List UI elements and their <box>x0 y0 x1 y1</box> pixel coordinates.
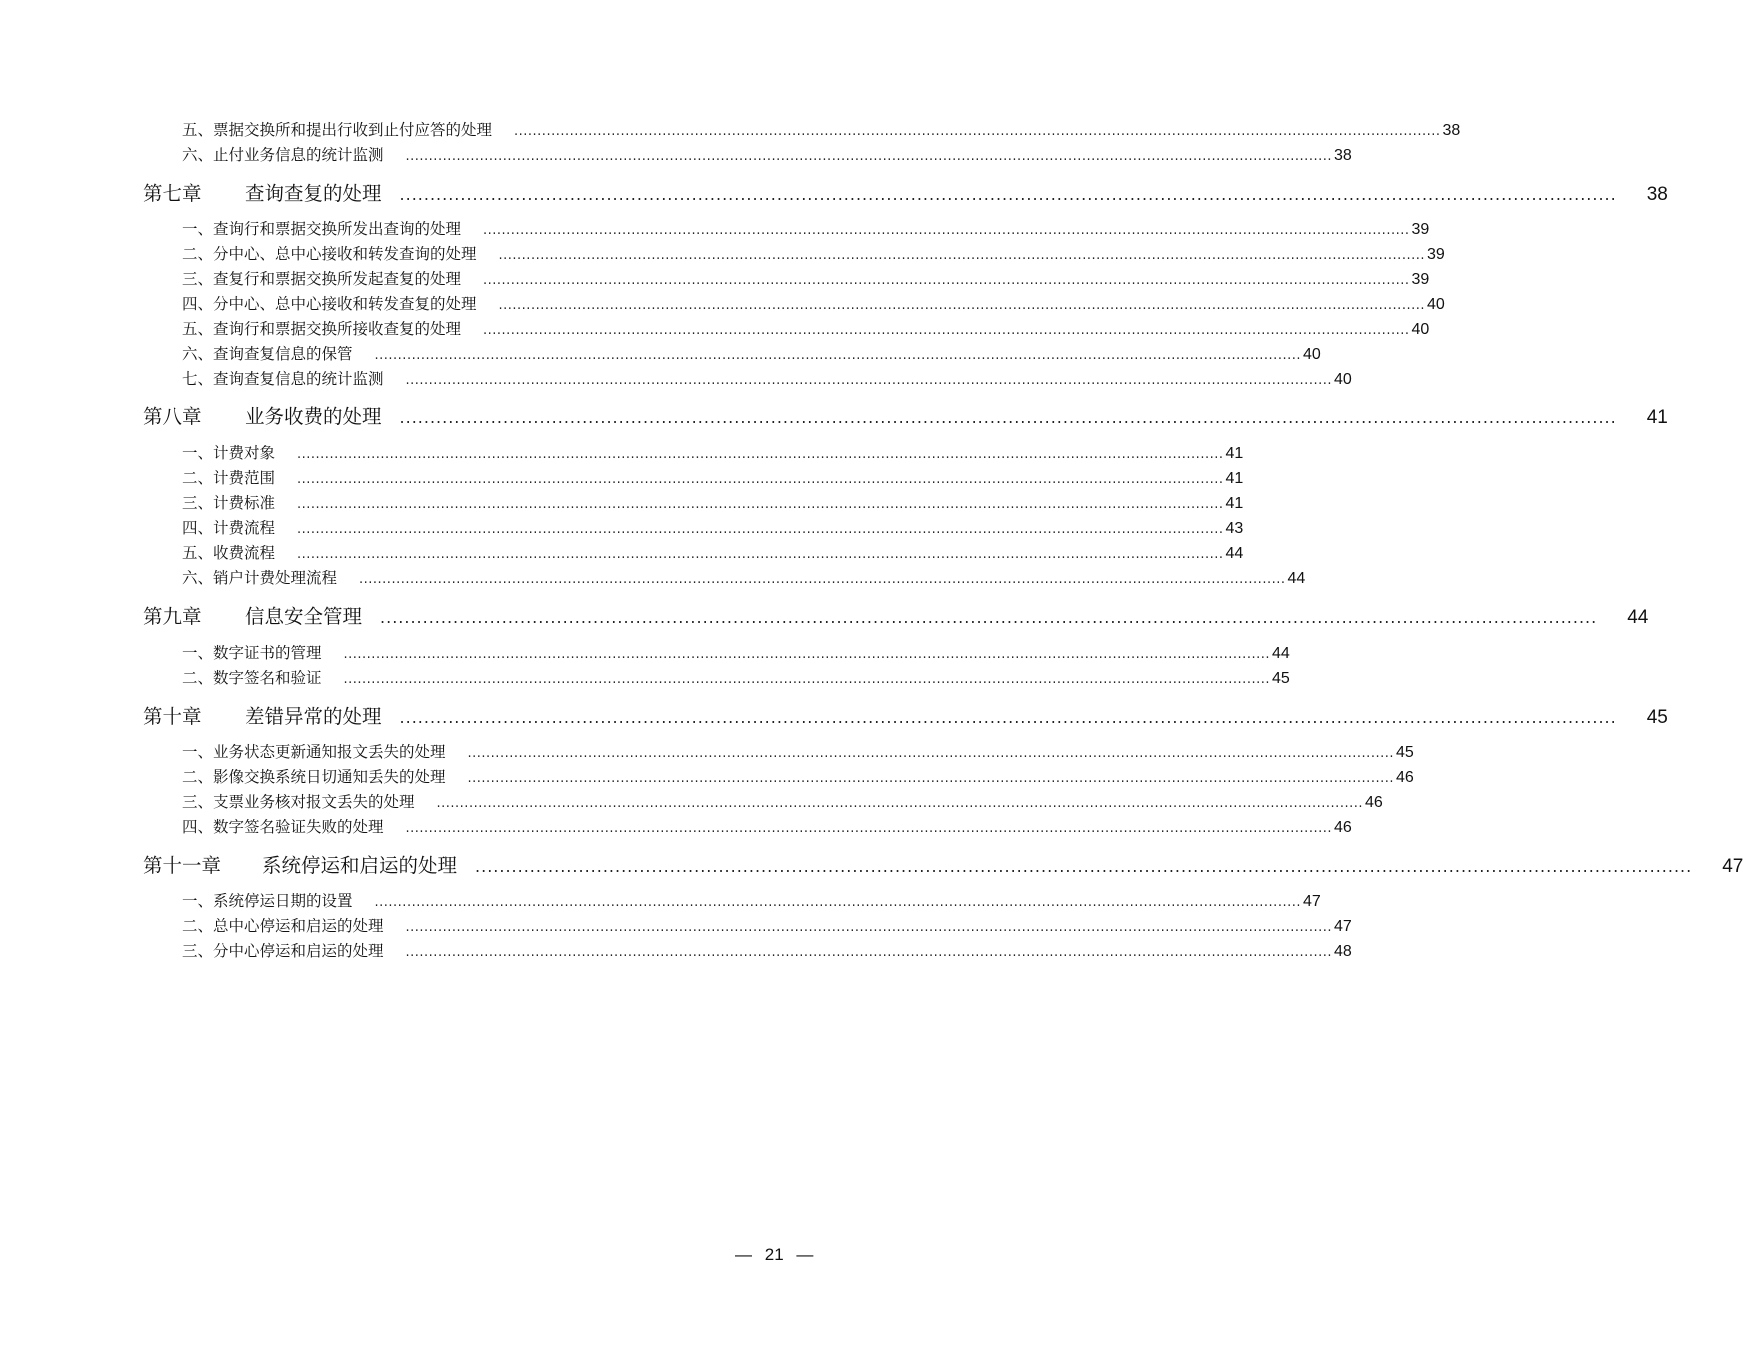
toc-section-row[interactable] <box>182 815 1352 837</box>
leader-dots: ........................................................................................................................................................................................................ <box>498 248 1425 263</box>
page-number: 40 <box>1333 371 1352 388</box>
leader-dots: ........................................................................................................................................................................................................ <box>475 857 1693 876</box>
leader-dots: ........................................................................................................................................................................................................ <box>374 895 1301 910</box>
chapter-number: 第七章 <box>143 182 202 205</box>
chapter-title: 信息安全管理 <box>245 605 363 628</box>
section-title: 一、计费对象 <box>182 444 276 462</box>
section-title: 一、业务状态更新通知报文丢失的处理 <box>182 743 446 761</box>
footer-dash-right: — <box>796 1245 814 1264</box>
leader-dots: ........................................................................................................................................................................................................ <box>498 298 1425 313</box>
page-number: 40 <box>1411 321 1430 338</box>
page-number: 45 <box>1271 670 1290 687</box>
section-title: 五、查询行和票据交换所接收查复的处理 <box>182 320 462 338</box>
toc-section-row[interactable] <box>182 143 1352 165</box>
leader-dots: ........................................................................................................................................................................................................ <box>380 608 1598 627</box>
section-title: 二、计费范围 <box>182 469 276 487</box>
section-title: 七、查询查复信息的统计监测 <box>182 370 384 388</box>
leader-dots: ........................................................................................................................................................................................................ <box>399 408 1617 427</box>
page-number: 39 <box>1411 221 1430 238</box>
toc-section-row[interactable] <box>182 317 1430 339</box>
page-number: 41 <box>1225 445 1244 462</box>
page-number: 46 <box>1364 794 1383 811</box>
page-number: 47 <box>1302 893 1321 910</box>
chapter-title: 系统停运和启运的处理 <box>262 854 458 877</box>
section-title: 二、影像交换系统日切通知丢失的处理 <box>182 768 446 786</box>
section-title: 四、计费流程 <box>182 519 276 537</box>
leader-dots: ........................................................................................................................................................................................................ <box>405 373 1332 388</box>
leader-dots: ........................................................................................................................................................................................................ <box>405 945 1332 960</box>
page-number: 45 <box>1395 744 1414 761</box>
leader-dots: ........................................................................................................................................................................................................ <box>359 572 1286 587</box>
page-number: 38 <box>1442 122 1461 139</box>
section-title: 三、支票业务核对报文丢失的处理 <box>182 793 415 811</box>
toc-section-row[interactable] <box>182 566 1306 588</box>
leader-dots: ........................................................................................................................................................................................................ <box>467 746 1394 761</box>
toc-section-row[interactable] <box>182 367 1352 389</box>
chapter-number: 第八章 <box>143 405 202 428</box>
toc-section-row[interactable] <box>182 666 1290 688</box>
chapter-title: 查询查复的处理 <box>245 182 382 205</box>
page-number: 40 <box>1426 296 1445 313</box>
page-number: 46 <box>1395 769 1414 786</box>
page-number: 39 <box>1426 246 1445 263</box>
section-title: 六、止付业务信息的统计监测 <box>182 146 384 164</box>
leader-dots: ........................................................................................................................................................................................................ <box>483 323 1410 338</box>
toc-section-row[interactable] <box>182 491 1244 513</box>
page-number: 41 <box>1225 470 1244 487</box>
section-title: 四、数字签名验证失败的处理 <box>182 818 384 836</box>
leader-dots: ........................................................................................................................................................................................................ <box>343 672 1270 687</box>
toc-section-row[interactable] <box>182 765 1414 787</box>
toc-section-row[interactable] <box>182 342 1321 364</box>
leader-dots: ........................................................................................................................................................................................................ <box>405 920 1332 935</box>
toc-section-row[interactable] <box>182 118 1461 140</box>
page-number: 48 <box>1333 943 1352 960</box>
section-title: 一、数字证书的管理 <box>182 644 322 662</box>
leader-dots: ........................................................................................................................................................................................................ <box>374 348 1301 363</box>
leader-dots: ........................................................................................................................................................................................................ <box>514 124 1441 139</box>
toc-section-row[interactable] <box>182 516 1244 538</box>
page-number: 44 <box>1627 607 1649 628</box>
toc-section-row[interactable] <box>182 939 1352 961</box>
leader-dots: ........................................................................................................................................................................................................ <box>436 796 1363 811</box>
section-title: 一、查询行和票据交换所发出查询的处理 <box>182 220 462 238</box>
toc-section-row[interactable] <box>182 242 1445 264</box>
section-title: 三、计费标准 <box>182 494 276 512</box>
toc-section-row[interactable] <box>182 466 1244 488</box>
toc-section-row[interactable] <box>182 790 1383 812</box>
chapter-number: 第九章 <box>143 605 202 628</box>
section-title: 二、分中心、总中心接收和转发查询的处理 <box>182 245 477 263</box>
leader-dots: ........................................................................................................................................................................................................ <box>399 708 1617 727</box>
leader-dots: ........................................................................................................................................................................................................ <box>297 522 1224 537</box>
page-number: 47 <box>1722 856 1743 877</box>
chapter-number: 第十一章 <box>143 854 222 877</box>
toc-section-row[interactable] <box>182 914 1352 936</box>
section-title: 三、分中心停运和启运的处理 <box>182 942 384 960</box>
toc-section-row[interactable] <box>182 740 1414 762</box>
toc-chapter-row[interactable] <box>143 178 1668 206</box>
section-title: 三、查复行和票据交换所发起查复的处理 <box>182 270 462 288</box>
page-number: 44 <box>1271 645 1290 662</box>
section-title: 四、分中心、总中心接收和转发查复的处理 <box>182 295 477 313</box>
page-footer <box>731 1245 817 1265</box>
section-title: 一、系统停运日期的设置 <box>182 892 353 910</box>
leader-dots: ........................................................................................................................................................................................................ <box>467 771 1394 786</box>
chapter-number: 第十章 <box>143 705 202 728</box>
toc-chapter-row[interactable] <box>143 401 1668 429</box>
leader-dots: ........................................................................................................................................................................................................ <box>399 185 1617 204</box>
section-title: 六、查询查复信息的保管 <box>182 345 353 363</box>
page-number: 40 <box>1302 346 1321 363</box>
page-number: 38 <box>1646 184 1668 205</box>
page-number: 38 <box>1333 147 1352 164</box>
leader-dots: ........................................................................................................................................................................................................ <box>297 472 1224 487</box>
leader-dots: ........................................................................................................................................................................................................ <box>405 821 1332 836</box>
toc-section-row[interactable] <box>182 217 1430 239</box>
section-title: 五、票据交换所和提出行收到止付应答的处理 <box>182 121 493 139</box>
page-number: 41 <box>1225 495 1244 512</box>
toc-section-row[interactable] <box>182 641 1290 663</box>
toc-chapter-row[interactable] <box>143 601 1649 629</box>
section-title: 二、总中心停运和启运的处理 <box>182 917 384 935</box>
toc-section-row[interactable] <box>182 889 1321 911</box>
toc-section-row[interactable] <box>182 541 1244 563</box>
leader-dots: ........................................................................................................................................................................................................ <box>297 447 1224 462</box>
leader-dots: ........................................................................................................................................................................................................ <box>297 547 1224 562</box>
section-title: 五、收费流程 <box>182 544 276 562</box>
page-number: 43 <box>1225 520 1244 537</box>
footer-page-number: 21 <box>764 1245 784 1264</box>
footer-dash-left: — <box>735 1245 752 1264</box>
leader-dots: ........................................................................................................................................................................................................ <box>483 223 1410 238</box>
page-number: 41 <box>1646 407 1668 428</box>
toc-section-row[interactable] <box>182 292 1445 314</box>
page-number: 46 <box>1333 819 1352 836</box>
chapter-title: 差错异常的处理 <box>245 705 382 728</box>
section-title: 六、销户计费处理流程 <box>182 569 338 587</box>
toc-chapter-row[interactable] <box>143 701 1668 729</box>
leader-dots: ........................................................................................................................................................................................................ <box>405 149 1332 164</box>
page-number: 44 <box>1287 570 1306 587</box>
leader-dots: ........................................................................................................................................................................................................ <box>343 647 1270 662</box>
page-number: 45 <box>1646 707 1668 728</box>
chapter-title: 业务收费的处理 <box>245 405 382 428</box>
toc-chapter-row[interactable] <box>143 850 1743 878</box>
page-number: 47 <box>1333 918 1352 935</box>
section-title: 二、数字签名和验证 <box>182 669 322 687</box>
page-number: 44 <box>1225 545 1244 562</box>
page-number: 39 <box>1411 271 1430 288</box>
leader-dots: ........................................................................................................................................................................................................ <box>297 497 1224 512</box>
toc-section-row[interactable] <box>182 441 1244 463</box>
toc-section-row[interactable] <box>182 267 1430 289</box>
leader-dots: ........................................................................................................................................................................................................ <box>483 273 1410 288</box>
